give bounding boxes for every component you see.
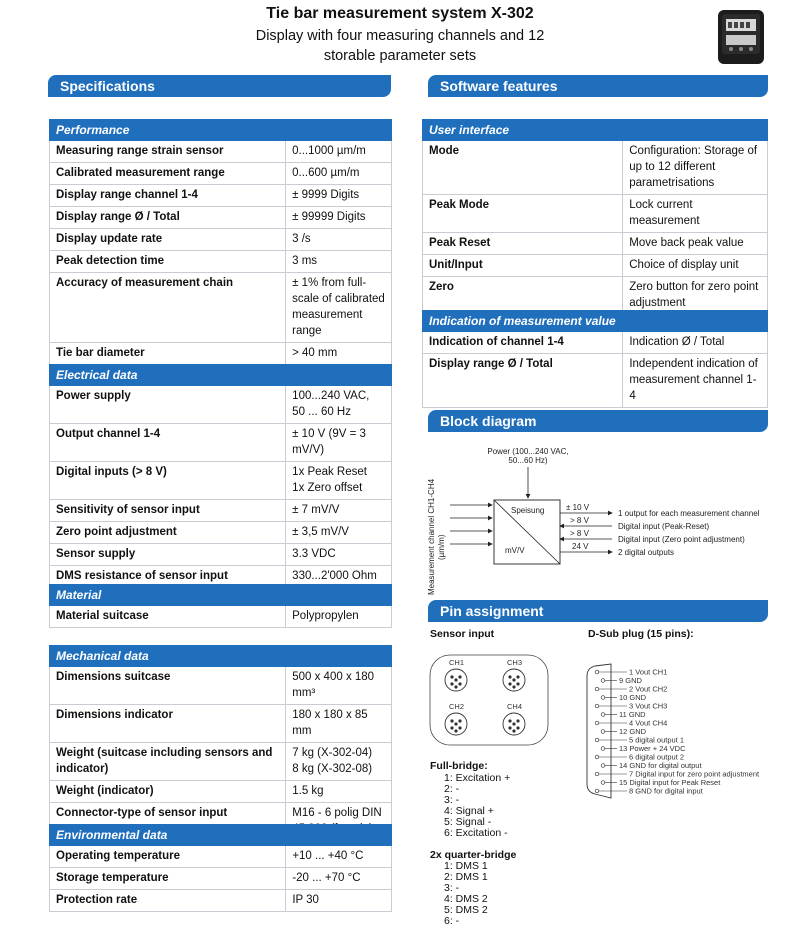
table-row: Peak Reset Move back peak value xyxy=(423,233,768,255)
table-row: Storage temperature -20 ... +70 °C xyxy=(50,868,392,890)
full-bridge-title: Full-bridge: xyxy=(430,760,488,772)
connector-icon xyxy=(503,669,525,691)
dsub-pin xyxy=(601,713,605,717)
list-item: 6: - xyxy=(444,915,460,927)
channel-label: CH1 xyxy=(449,658,465,667)
dsub-pin xyxy=(601,696,605,700)
bd-output-4: 2 digital outputs xyxy=(618,548,675,557)
channel-label: CH3 xyxy=(507,658,523,667)
dsub-pin xyxy=(601,781,605,785)
connector-icon xyxy=(445,669,467,691)
table-row: Calibrated measurement range 0...600 µm/m xyxy=(50,163,392,185)
dsub-pin xyxy=(595,789,599,793)
table-row: Dimensions indicator 180 x 180 x 85 mm xyxy=(50,705,392,743)
table-row: Digital inputs (> 8 V) 1x Peak Reset 1x Zero offset xyxy=(50,462,392,500)
dsub-pin xyxy=(601,747,605,751)
dsub-pin xyxy=(601,730,605,734)
dsub-drawing xyxy=(585,662,770,802)
subtitle-line-2: storable parameter sets xyxy=(323,48,477,64)
list-item: 5: DMS 2 xyxy=(444,904,488,916)
table-row: Display range Ø / Total ± 99999 Digits xyxy=(50,207,392,229)
page-title: Tie bar measurement system X-302 xyxy=(266,5,534,22)
dsub-pin-label: 12 GND xyxy=(619,727,647,736)
user-interface-table xyxy=(422,119,768,315)
performance-table xyxy=(49,119,392,365)
indication-table-header: Indication of measurement value xyxy=(423,311,768,332)
user-interface-table-header: User interface xyxy=(423,120,768,141)
block-diagram-header: Block diagram xyxy=(428,410,768,432)
software-features-header: Software features xyxy=(428,75,768,97)
table-row: Zero Zero button for zero point adjustment xyxy=(423,277,768,315)
quarter-bridge-title: 2x quarter-bridge xyxy=(430,849,517,861)
electrical-table-header: Electrical data xyxy=(50,365,392,386)
table-row: Protection rate IP 30 xyxy=(50,890,392,912)
table-row: Power supply 100...240 VAC, 50 ... 60 Hz xyxy=(50,386,392,424)
dsub-pin-label: 10 GND xyxy=(619,693,647,702)
table-row: Connector-type of sensor input M16 - 6 polig DIN xyxy=(50,803,392,841)
table-row: Display range channel 1-4 ± 9999 Digits xyxy=(50,185,392,207)
list-item: 1: DMS 1 xyxy=(444,860,488,872)
list-item: 2: DMS 1 xyxy=(444,871,488,883)
mechanical-table xyxy=(49,645,392,841)
bd-signal-4: 24 V xyxy=(572,542,589,551)
performance-table-header: Performance xyxy=(50,120,392,141)
dsub-pin-label: 4 Vout CH4 xyxy=(629,718,668,728)
list-item: 6: Excitation - xyxy=(444,827,508,839)
material-table xyxy=(49,584,392,628)
dsub-pin xyxy=(595,704,599,708)
dsub-pin xyxy=(595,738,599,742)
dsub-pin xyxy=(595,755,599,759)
dsub-pin xyxy=(595,772,599,776)
sensor-input-drawing xyxy=(428,652,554,748)
dsub-pin-label: 15 Digital input for Peak Reset xyxy=(619,778,721,787)
title-block xyxy=(200,4,600,66)
dsub-pin xyxy=(601,679,605,683)
table-row: DMS resistance of sensor input 330...2'000 Ohm xyxy=(50,566,392,588)
bd-output-2: Digital input (Peak-Reset) xyxy=(618,522,710,531)
table-row: Unit/Input Choice of display unit xyxy=(423,255,768,277)
dsub-pin-label: 6 digital output 2 xyxy=(629,752,685,762)
list-item: 1: Excitation + xyxy=(444,772,511,784)
environmental-table-header: Environmental data xyxy=(50,825,392,846)
dsub-pin-label: 11 GND xyxy=(619,710,646,719)
table-row: Measuring range strain sensor 0...1000 µm/m xyxy=(50,141,392,163)
table-row: Sensitivity of sensor input ± 7 mV/V xyxy=(50,500,392,522)
electrical-table xyxy=(49,364,392,588)
table-row: Indication of channel 1-4 Indication Ø / Total xyxy=(423,332,768,354)
sensor-input-label: Sensor input xyxy=(430,628,495,640)
bd-signal-3: > 8 V xyxy=(570,529,589,538)
quarter-bridge-list xyxy=(444,861,488,927)
dsub-pin xyxy=(595,687,599,691)
bd-box-bottom-label: mV/V xyxy=(505,546,525,555)
dsub-pin-label: 7 Digital input for zero point adjustment xyxy=(629,769,760,779)
table-row: Mode Configuration: Storage of up to 12 different parametrisations xyxy=(423,141,768,195)
table-row: Output channel 1-4 ± 10 V (9V = 3 mV/V) xyxy=(50,424,392,462)
dsub-pin xyxy=(595,721,599,725)
connector-icon xyxy=(445,713,467,735)
list-item: 5: Signal - xyxy=(444,816,492,828)
list-item: 2: - xyxy=(444,783,460,795)
table-row: Accuracy of measurement chain ± 1% from full-scale of calibrated measurement range xyxy=(50,273,392,343)
table-row: Tie bar diameter > 40 mm xyxy=(50,343,392,365)
bd-side-label-1: Measurement channel CH1-CH4 xyxy=(427,478,436,595)
indication-table xyxy=(422,310,768,408)
table-row: Weight (indicator) 1.5 kg xyxy=(50,781,392,803)
bd-power-label-1: Power (100...240 VAC, xyxy=(487,447,569,456)
connector-icon xyxy=(503,713,525,735)
table-row: Peak Mode Lock current measurement xyxy=(423,195,768,233)
table-row: Material suitcase Polypropylen xyxy=(50,606,392,628)
full-bridge-list xyxy=(444,773,510,839)
dsub-pin-label: 8 GND for digital input xyxy=(629,786,703,796)
bd-output-3: Digital input (Zero point adjustment) xyxy=(618,535,745,544)
dsub-pin xyxy=(595,670,599,674)
bd-signal-1: ± 10 V xyxy=(566,503,590,512)
table-row: Operating temperature +10 ... +40 °C xyxy=(50,846,392,868)
table-row: Weight (suitcase including sensors and indicator) 7 kg (X-302-04) 8 kg (X-302-08) xyxy=(50,743,392,781)
table-row: Sensor supply 3.3 VDC xyxy=(50,544,392,566)
bd-signal-2: > 8 V xyxy=(570,516,589,525)
device-image xyxy=(712,6,770,68)
dsub-pin-label: 5 digital output 1 xyxy=(629,735,685,745)
specifications-header: Specifications xyxy=(48,75,391,97)
dsub-pin-label: 13 Power + 24 VDC xyxy=(619,744,686,753)
pin-assignment-header: Pin assignment xyxy=(428,600,768,622)
table-row: Dimensions suitcase 500 x 400 x 180 mm³ xyxy=(50,667,392,705)
dsub-pin xyxy=(601,764,605,768)
list-item: 4: Signal + xyxy=(444,805,494,817)
list-item: 3: - xyxy=(444,794,460,806)
mechanical-table-header: Mechanical data xyxy=(50,646,392,667)
bd-side-label-2: (µm/m) xyxy=(437,534,446,560)
bd-output-1: 1 output for each measurement channel xyxy=(618,509,760,518)
bd-power-label-2: 50...60 Hz) xyxy=(508,456,548,465)
channel-label: CH4 xyxy=(507,702,523,711)
dsub-pin-label: 14 GND for digital output xyxy=(619,761,702,770)
dsub-shell xyxy=(587,664,611,798)
channel-label: CH2 xyxy=(449,702,465,711)
block-diagram xyxy=(422,440,768,600)
table-row: Display range Ø / Total Independent indication of measurement channel 1-4 xyxy=(423,354,768,408)
dsub-pin-label: 2 Vout CH2 xyxy=(629,684,668,694)
subtitle-line-1: Display with four measuring channels and 12 xyxy=(255,28,545,44)
dsub-pin-label: 9 GND xyxy=(619,676,642,685)
bd-box-top-label: Speisung xyxy=(511,506,545,515)
material-table-header: Material xyxy=(50,585,392,606)
list-item: 3: - xyxy=(444,882,460,894)
dsub-pin-label: 1 Vout CH1 xyxy=(629,667,668,677)
table-row: Peak detection time 3 ms xyxy=(50,251,392,273)
list-item: 4: DMS 2 xyxy=(444,893,488,905)
environmental-table xyxy=(49,824,392,912)
dsub-label: D-Sub plug (15 pins): xyxy=(588,628,694,640)
table-row: Display update rate 3 /s xyxy=(50,229,392,251)
dsub-pin-label: 3 Vout CH3 xyxy=(629,701,668,711)
table-row: Zero point adjustment ± 3,5 mV/V xyxy=(50,522,392,544)
